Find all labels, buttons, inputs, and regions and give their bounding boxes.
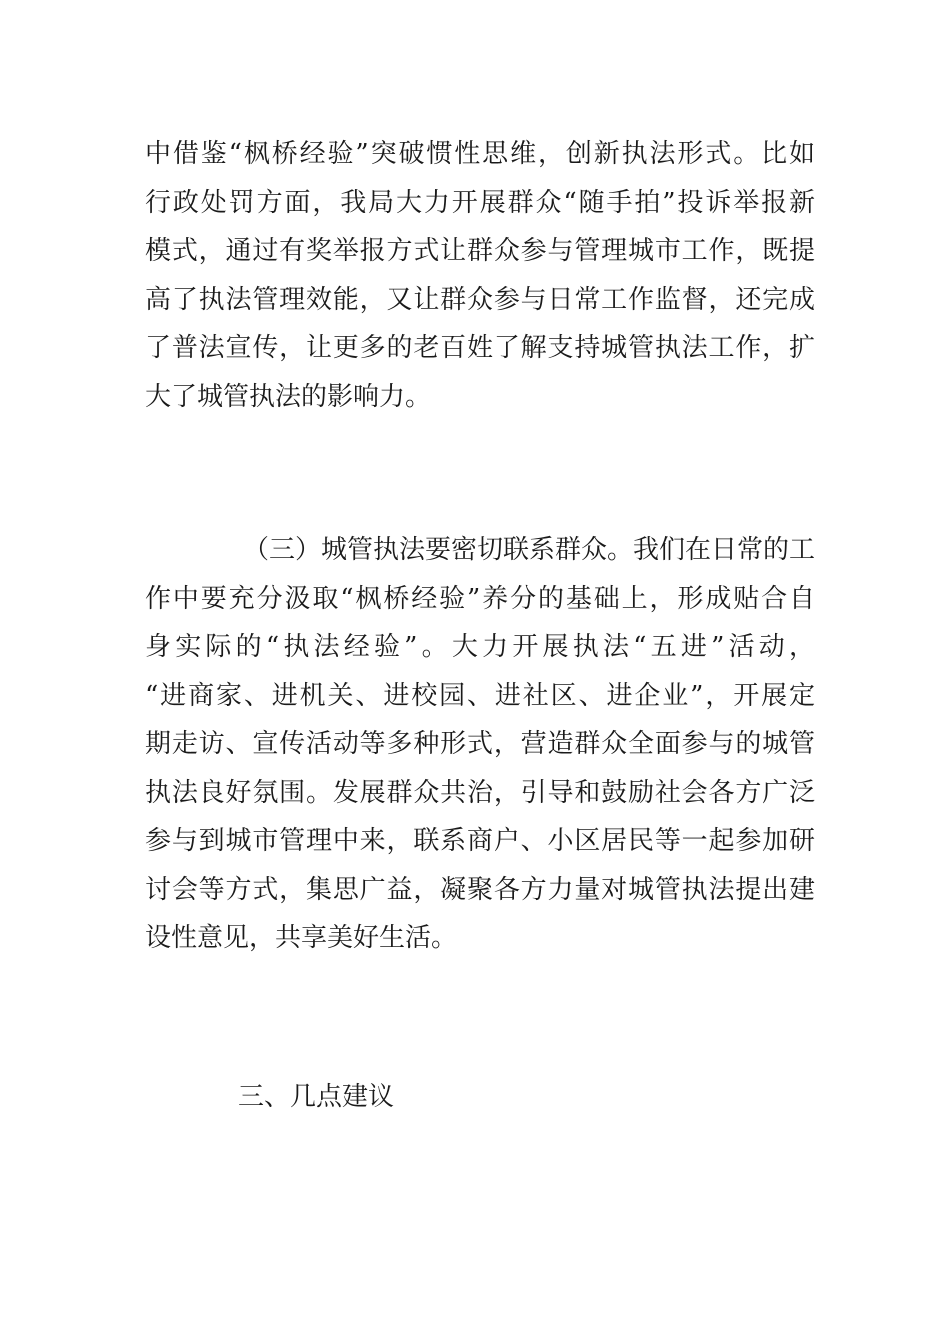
paragraph-line: 执法良好氛围。发展群众共治，引导和鼓励社会各方广泛 — [145, 777, 815, 808]
section-heading: 三、几点建议 — [238, 1082, 395, 1112]
paragraph-line: 设性意见，共享美好生活。 — [145, 923, 458, 953]
paragraph-line: （三）城管执法要密切联系群众。我们在日常的工 — [243, 535, 816, 565]
paragraph-line: 高了执法管理效能，又让群众参与日常工作监督，还完成 — [145, 284, 815, 315]
body-paragraph — [145, 130, 815, 421]
paragraph-line: 大了城管执法的影响力。 — [145, 381, 432, 412]
paragraph-line: “进商家、进机关、进校园、进社区、进企业”，开展定 — [145, 680, 815, 711]
paragraph-line: 了普法宣传，让更多的老百姓了解支持城管执法工作，扩 — [145, 333, 815, 363]
paragraph-line: 讨会等方式，集思广益，凝聚各方力量对城管执法提出建 — [145, 874, 815, 905]
paragraph-line: 行政处罚方面，我局大力开展群众“随手拍”投诉举报新 — [145, 187, 815, 218]
paragraph-line: 期走访、宣传活动等多种形式，营造群众全面参与的城管 — [145, 729, 815, 759]
paragraph-line: 身实际的“执法经验”。大力开展执法“五进”活动， — [145, 632, 815, 662]
paragraph-line: 参与到城市管理中来，联系商户、小区居民等一起参加研 — [145, 826, 815, 856]
paragraph-line: 模式，通过有奖举报方式让群众参与管理城市工作，既提 — [145, 236, 815, 266]
paragraph-line: 作中要充分汲取“枫桥经验”养分的基础上，形成贴合自 — [145, 583, 815, 614]
body-paragraph — [145, 526, 815, 963]
paragraph-line: 中借鉴“枫桥经验”突破惯性思维，创新执法形式。比如 — [145, 139, 815, 169]
